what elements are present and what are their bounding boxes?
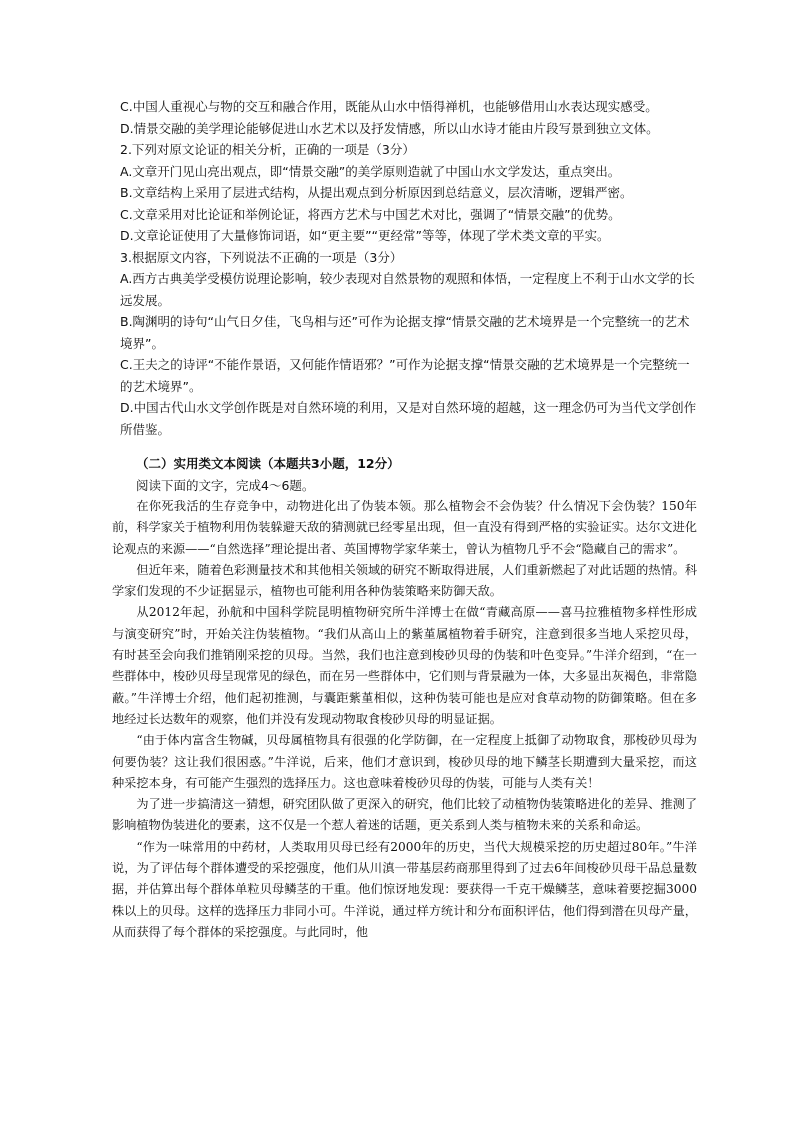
article-paragraph: 从2012年起，孙航和中国科学院昆明植物研究所牛洋博士在做“青藏高原——喜马拉雅植物多样性形成与演变研究”时，开始关注伪装植物。“我们从高山上的紫堇属植物着手研究，注意到很多当地人采挖贝母，有时甚至会向我们推销刚采挖的贝母。当然，我们也注意到梭砂贝母的伪装和叶色变异。”牛洋介绍到，“在一些群体中，梭砂贝母呈现常见的绿色，而在另一些群体中，它们则与背景融为一体，大多显出灰褐色，非常隐蔽。”牛洋博士介绍，他们起初推测，与囊距紫堇相似，这种伪装可能也是应对食草动物的防御策略。但在多地经过长达数年的观察，他们并没有发现动物取食梭砂贝母的明显证据。 [112, 605, 697, 726]
q3-option-c: C.王夫之的诗评“不能作景语，又何能作情语邪？”可作为论据支撑“情景交融的艺术境界是一个完整统一的艺术境界”。 [120, 357, 690, 394]
article-paragraph: 但近年来，随着色彩测量技术和其他相关领域的研究不断取得进展，人们重新燃起了对此话题的热情。科学家们发现的不少证据显示，植物也可能利用各种伪装策略来防御天敌。 [112, 562, 698, 599]
q2-option-a: A.文章开门见山亮出观点，即“情景交融”的美学原则造就了中国山水文学发达，重点突出。 [120, 163, 621, 179]
q2-stem: 2.下列对原文论证的相关分析，正确的一项是（3分） [120, 142, 415, 157]
article-paragraph: “由于体内富含生物碱，贝母属植物具有很强的化学防御，在一定程度上抵御了动物取食，那梭砂贝母为何要伪装？这让我们很困惑。”牛洋说，后来，他们才意识到，梭砂贝母的地下鳞茎长期遭到大量采挖，而这种采挖本身，有可能产生强烈的选择压力。这也意味着梭砂贝母的伪装，可能与人类有关！ [112, 733, 697, 790]
article-paragraph: “作为一味常用的中药材，人类取用贝母已经有2000年的历史，当代大规模采挖的历史超过80年。”牛洋说，为了评估每个群体遭受的采挖强度，他们从川滇一带基层药商那里得到了过去6年间梭砂贝母干品总量数据，并估算出每个群体单粒贝母鳞茎的干重。他们惊讶地发现：要获得一千克干燥鳞茎，意味着要挖掘3000株以上的贝母。这样的选择压力非同小可。牛洋说，通过样方统计和分布面积评估，他们得到潜在贝母产量，从而获得了每个群体的采挖强度。与此同时，他 [112, 839, 697, 939]
q3-option-b: B.陶渊明的诗句“山气日夕佳，飞鸟相与还”可作为论据支撑“情景交融的艺术境界是一个完整统一的艺术境界”。 [120, 314, 690, 351]
section-instruction: 阅读下面的文字，完成4～6题。 [136, 478, 315, 493]
article-paragraph: 在你死我活的生存竞争中，动物进化出了伪装本领。那么植物会不会伪装？什么情况下会伪装？150年前，科学家关于植物利用伪装躲避天敌的猜测就已经零星出现，但一直没有得到严格的实验证实。达尔文进化论观点的来源——“自然选择”理论提出者、英国博物学家华莱士，曾认为植物几乎不会“隐藏自己的需求”。 [112, 499, 697, 556]
reading-article [112, 496, 697, 943]
q2-option-d: D.文章论证使用了大量修饰词语，如“更主要”“更经常”等等，体现了学术类文章的平实。 [120, 228, 610, 243]
q3-option-d: D.中国古代山水文学创作既是对自然环境的利用，又是对自然环境的超越，这一理念仍可为当代文学创作所借鉴。 [120, 400, 697, 437]
article-paragraph: 为了进一步搞清这一猜想，研究团队做了更深入的研究，他们比较了动植物伪装策略进化的差异、推测了影响植物伪装进化的要素，这不仅是一个惹人着迷的话题，更关系到人类与植物未来的关系和命运。 [112, 797, 698, 833]
q3-stem: 3.根据原文内容，下列说法不正确的一项是（3分） [120, 249, 403, 265]
question-block [120, 96, 700, 440]
q3-option-a: A.西方古典美学受模仿说理论影响，较少表现对自然景物的观照和体悟，一定程度上不利于山水文学的长远发展。 [120, 271, 695, 308]
q1-option-c: C.中国人重视心与物的交互和融合作用，既能从山水中悟得禅机，也能够借用山水表达现实感受。 [120, 99, 658, 114]
q2-option-c: C.文章采用对比论证和举例论证，将西方艺术与中国艺术对比，强调了“情景交融”的优势。 [120, 206, 621, 222]
q2-option-b: B.文章结构上采用了层进式结构，从提出观点到分析原因到总结意义，层次清晰，逻辑严密。 [120, 185, 633, 200]
section-heading: （二）实用类文本阅读（本题共3小题，12分） [136, 456, 400, 471]
q1-option-d: D.情景交融的美学理论能够促进山水艺术以及抒发情感，所以山水诗才能由片段写景到独立文体。 [120, 120, 659, 136]
